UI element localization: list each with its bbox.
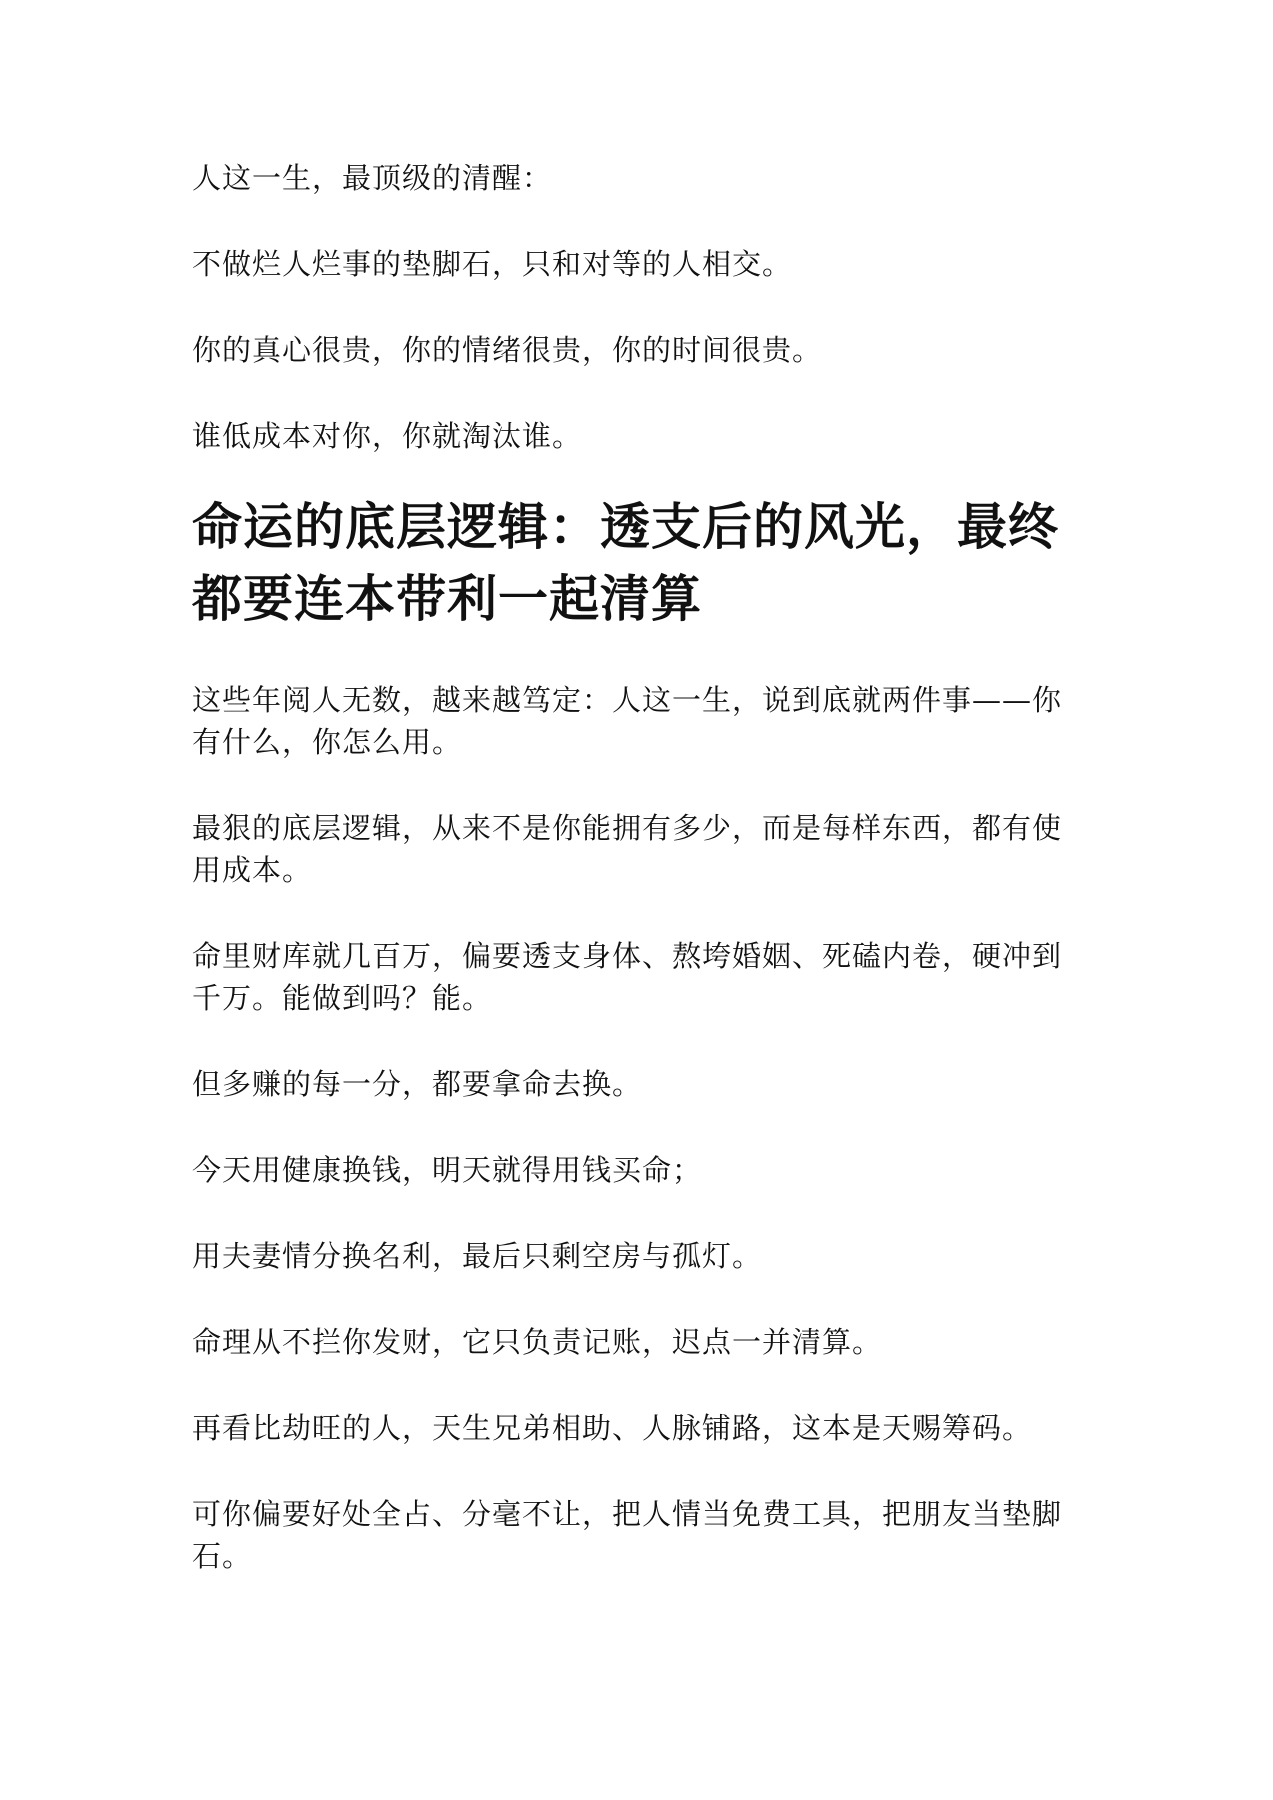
document-body <box>192 157 1082 1577</box>
body-paragraph: 命里财库就几百万，偏要透支身体、熬垮婚姻、死磕内卷，硬冲到千万。能做到吗？能。 <box>192 939 1063 1015</box>
body-paragraph: 命理从不拦你发财，它只负责记账，迟点一并清算。 <box>192 1325 883 1359</box>
intro-paragraph: 谁低成本对你，你就淘汰谁。 <box>192 419 583 453</box>
intro-paragraph: 人这一生，最顶级的清醒： <box>192 161 553 195</box>
body-paragraph: 这些年阅人无数，越来越笃定：人这一生，说到底就两件事——你有什么，你怎么用。 <box>192 683 1063 759</box>
body-paragraph: 可你偏要好处全占、分毫不让，把人情当免费工具，把朋友当垫脚石。 <box>192 1497 1063 1573</box>
intro-paragraph: 不做烂人烂事的垫脚石，只和对等的人相交。 <box>192 247 793 281</box>
section-heading: 命运的底层逻辑：透支后的风光，最终都要连本带利一起清算 <box>192 498 1059 628</box>
body-paragraph: 最狠的底层逻辑，从来不是你能拥有多少，而是每样东西，都有使用成本。 <box>192 811 1063 887</box>
body-paragraph: 用夫妻情分换名利，最后只剩空房与孤灯。 <box>192 1239 763 1273</box>
intro-paragraph: 你的真心很贵，你的情绪很贵，你的时间很贵。 <box>192 333 823 367</box>
body-paragraph: 今天用健康换钱，明天就得用钱买命； <box>192 1153 703 1187</box>
body-paragraph: 再看比劫旺的人，天生兄弟相助、人脉铺路，这本是天赐筹码。 <box>192 1411 1033 1445</box>
body-paragraph: 但多赚的每一分，都要拿命去换。 <box>192 1067 643 1101</box>
